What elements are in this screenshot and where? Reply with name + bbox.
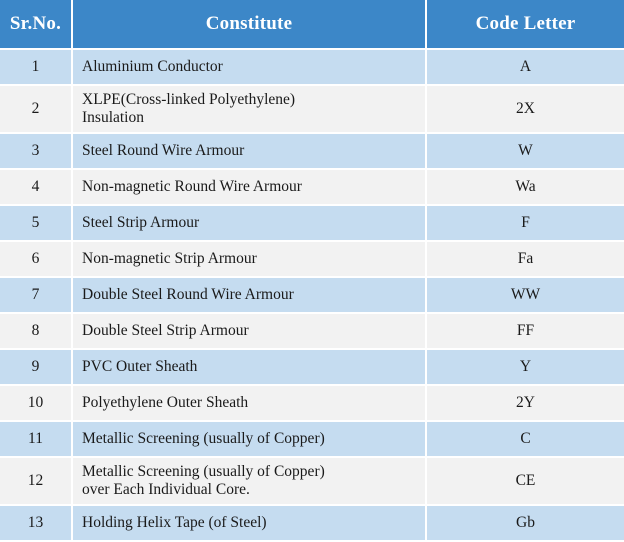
cell-code-letter: FF <box>426 313 624 349</box>
cell-code-letter: WW <box>426 277 624 313</box>
cell-sr-no: 11 <box>0 421 72 457</box>
cell-constitute <box>72 385 426 421</box>
cell-constitute <box>72 169 426 205</box>
cell-constitute <box>72 313 426 349</box>
cell-constitute <box>72 133 426 169</box>
table-row <box>0 313 624 349</box>
cell-sr-no: 12 <box>0 457 72 505</box>
table-row <box>0 133 624 169</box>
cell-code-letter: Wa <box>426 169 624 205</box>
cell-constitute <box>72 277 426 313</box>
table-row <box>0 205 624 241</box>
table-row <box>0 505 624 541</box>
cell-code-letter: 2Y <box>426 385 624 421</box>
table-body <box>0 49 624 541</box>
cell-constitute <box>72 49 426 85</box>
constitute-line-2: over Each Individual Core. <box>82 481 250 498</box>
cell-code-letter: Y <box>426 349 624 385</box>
cell-code-letter: 2X <box>426 85 624 133</box>
column-header-code-letter: Code Letter <box>426 0 624 49</box>
cell-code-letter: Gb <box>426 505 624 541</box>
constitute-line-1: Double Steel Strip Armour <box>82 321 249 339</box>
cell-constitute <box>72 241 426 277</box>
cell-sr-no: 3 <box>0 133 72 169</box>
cell-constitute <box>72 85 426 133</box>
constitute-line-1: Double Steel Round Wire Armour <box>82 285 294 303</box>
constitute-line-1: Metallic Screening (usually of Copper) <box>82 462 325 480</box>
cell-sr-no: 1 <box>0 49 72 85</box>
cell-sr-no: 5 <box>0 205 72 241</box>
constitute-line-1: Polyethylene Outer Sheath <box>82 393 249 411</box>
cell-code-letter: Fa <box>426 241 624 277</box>
cell-sr-no: 10 <box>0 385 72 421</box>
constitute-line-1: XLPE(Cross-linked Polyethylene) <box>82 90 296 108</box>
table-header <box>0 0 624 49</box>
constitute-line-2: Insulation <box>82 109 144 126</box>
table-row <box>0 385 624 421</box>
cell-constitute <box>72 421 426 457</box>
cell-sr-no: 13 <box>0 505 72 541</box>
table-header-row <box>0 0 624 49</box>
constitute-line-1: Non-magnetic Strip Armour <box>82 249 257 267</box>
cell-code-letter: C <box>426 421 624 457</box>
constitute-line-1: PVC Outer Sheath <box>82 357 198 375</box>
table-row <box>0 349 624 385</box>
constitute-line-1: Non-magnetic Round Wire Armour <box>82 177 302 195</box>
table-row <box>0 457 624 505</box>
table-row <box>0 85 624 133</box>
cell-sr-no: 9 <box>0 349 72 385</box>
table-row <box>0 277 624 313</box>
cell-sr-no: 4 <box>0 169 72 205</box>
cell-sr-no: 8 <box>0 313 72 349</box>
cell-sr-no: 6 <box>0 241 72 277</box>
constitute-line-1: Steel Strip Armour <box>82 213 200 231</box>
table-row <box>0 49 624 85</box>
cell-sr-no: 2 <box>0 85 72 133</box>
constitute-line-1: Aluminium Conductor <box>82 57 223 75</box>
column-header-sr-no: Sr.No. <box>0 0 72 49</box>
cell-sr-no: 7 <box>0 277 72 313</box>
constitute-line-1: Steel Round Wire Armour <box>82 141 245 159</box>
table-row <box>0 169 624 205</box>
cell-constitute <box>72 505 426 541</box>
cell-code-letter: F <box>426 205 624 241</box>
constitute-line-1: Metallic Screening (usually of Copper) <box>82 429 325 447</box>
cell-constitute <box>72 349 426 385</box>
cell-code-letter: CE <box>426 457 624 505</box>
table-row <box>0 241 624 277</box>
table-row <box>0 421 624 457</box>
cell-code-letter: A <box>426 49 624 85</box>
cell-constitute <box>72 205 426 241</box>
column-header-constitute: Constitute <box>72 0 426 49</box>
constitute-line-1: Holding Helix Tape (of Steel) <box>82 513 267 531</box>
cell-code-letter: W <box>426 133 624 169</box>
cell-constitute <box>72 457 426 505</box>
